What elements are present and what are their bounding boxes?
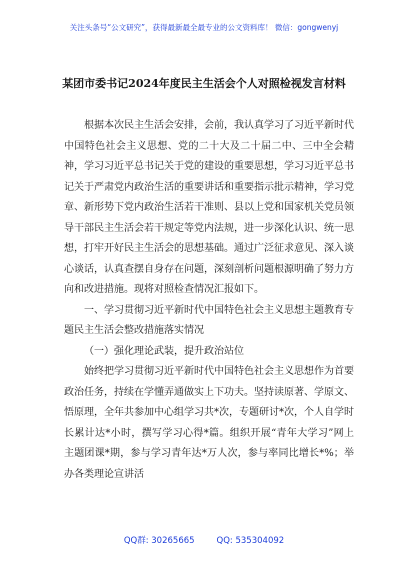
- document-body: [64, 116, 354, 485]
- body-paragraph: 始终把学习贯彻习近平新时代中国特色社会主义思想作为首要政治任务，持续在学懂弄通做实上下功夫。坚持读原著、学原文、悟原理，全年共参加中心组学习共*次，专题研讨*次，个人自学时长累计达*小时，撰写学习心得*篇。组织开展“青年大学习”网上主题团课*期，参与学习青年达*万人次，参与率同比增长*%；举办各类理论宣讲活: [64, 366, 354, 480]
- intro-paragraph: 根据本次民主生活会安排，会前，我认真学习了习近平新时代中国特色社会主义思想、党的二十大及二十届二中、三中全会精神，学习习近平总书记关于党的建设的重要思想，学习习近平总书记关于严肃党内政治生活的重要讲话和重要指示批示精神，学习党章、新形势下党内政治生活若干准则、县以上党和国家机关党员领导干部民主生活会若干规定等党内法规，进一步深化认识、统一思想，打牢开好民主生活会的思想基础。通过广泛征求意见、深入谈心谈话，认真查摆自身存在问题，深刻剖析问题根源明确了努力方向和改进措施。现将对照检查情况汇报如下。: [64, 120, 354, 295]
- document-title: 某团市委书记2024年度民主生活会个人对照检视发言材料: [62, 77, 346, 90]
- subsection-heading-1: （一）强化理论武装，提升政治站位: [84, 345, 244, 357]
- section-heading-1: 一、学习贯彻习近平新时代中国特色社会主义思想主题教育专题民主生活会整改措施落实情况: [64, 304, 354, 336]
- footer-contact: [0, 534, 408, 546]
- footer-qq-group: QQ群: 30265665: [123, 536, 195, 546]
- footer-qq: QQ: 535304092: [216, 536, 285, 546]
- header-promo-note: 关注头条号“公文研究”，获得最新最全最专业的公文资料库！ 微信：gongwenyj: [69, 23, 339, 32]
